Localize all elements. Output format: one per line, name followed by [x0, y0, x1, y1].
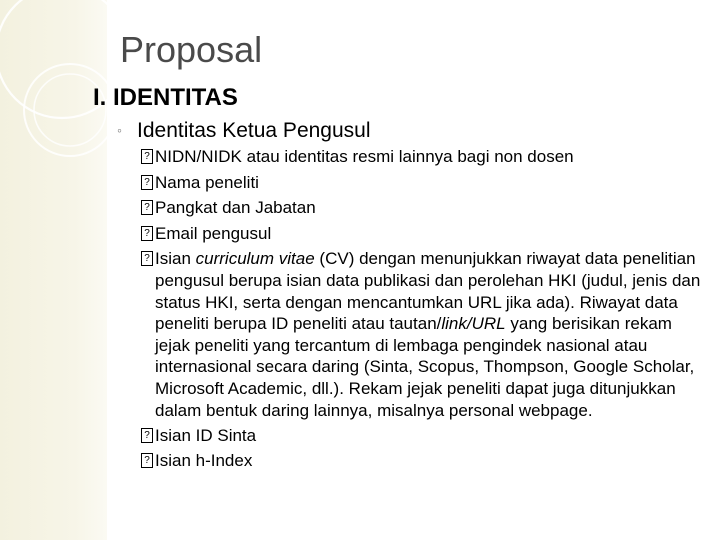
list-item	[141, 425, 701, 447]
identity-item-list	[141, 146, 701, 476]
missing-glyph-bullet-icon	[141, 428, 153, 443]
list-item-text: Isian ID Sinta	[155, 425, 257, 445]
missing-glyph-bullet-icon	[141, 200, 153, 215]
section-heading: I. IDENTITAS	[93, 84, 238, 111]
cv-text-lead: Isian	[155, 249, 196, 269]
cv-text-emphasis: curriculum vitae	[195, 249, 315, 269]
list-item	[141, 197, 701, 219]
hollow-circle-bullet-icon: ◦	[117, 122, 122, 138]
list-item-text: Nama peneliti	[155, 172, 259, 192]
list-item	[141, 172, 701, 194]
missing-glyph-bullet-icon	[141, 175, 153, 190]
missing-glyph-bullet-icon	[141, 453, 153, 468]
cv-text-link: link	[441, 314, 467, 334]
list-item-text: Isian h-Index	[155, 451, 253, 471]
list-item-text: Pangkat dan Jabatan	[155, 198, 316, 218]
list-item	[141, 450, 701, 472]
missing-glyph-bullet-icon	[141, 149, 153, 164]
missing-glyph-bullet-icon	[141, 251, 153, 266]
cv-text-slash: /	[466, 314, 472, 334]
subheading-label: Identitas Ketua Pengusul	[137, 119, 371, 142]
cv-text-url: URL	[471, 314, 506, 334]
list-item-curriculum-vitae	[141, 248, 701, 421]
cv-text-body: (CV) dengan menunjukkan riwayat data penelitian pengusul berupa isian data publikasi dan perolehan HKI (judul, jenis dan status HKI, serta dengan mencantumkan URL jika ada). Riwayat data peneliti berupa ID peneliti atau tautan/	[155, 249, 701, 334]
missing-glyph-bullet-icon	[141, 226, 153, 241]
cv-text-body-end: yang berisikan rekam jejak peneliti yang tercantum di lembaga pengindek nasional atau internasional secara daring (Sinta, Scopus, Thompson, Google Scholar, Microsoft Academic, dll.). Rekam jejak peneliti dapat juga ditunjukkan dalam bentuk daring lainnya, misalnya personal webpage.	[155, 314, 695, 420]
subheading	[117, 117, 371, 144]
list-item-text: Email pengusul	[155, 223, 272, 243]
list-item	[141, 223, 701, 245]
side-panel-background	[0, 0, 107, 540]
list-item-text: NIDN/NIDK atau identitas resmi lainnya bagi non dosen	[155, 147, 574, 166]
list-item	[141, 146, 701, 168]
slide-title: Proposal	[120, 29, 263, 70]
